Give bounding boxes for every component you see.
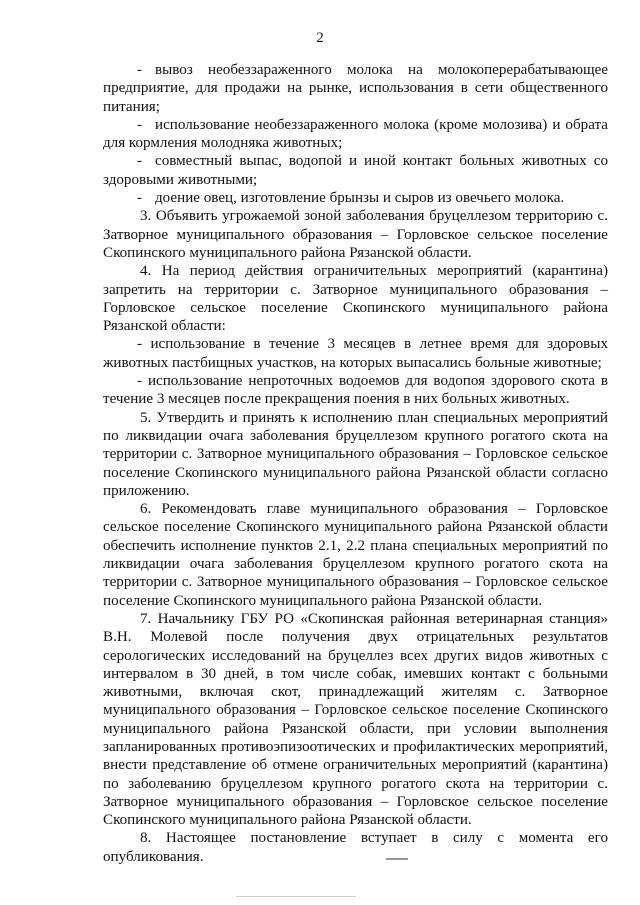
paragraph-3: 3. Объявить угрожаемой зоной заболевания бруцеллезом территорию с. Затворное муниципального образования – Горловское сельское поселение Скопинского муниципального района Рязанской области. <box>103 208 608 261</box>
list-item-text: использование необеззараженного молока (кроме молозива) и обрата для кормления молодняка животных; <box>103 116 608 152</box>
list-item-sheep-milking <box>103 189 608 207</box>
document-body <box>103 61 608 866</box>
paragraph-5: 5. Утвердить и принять к исполнению план специальных мероприятий по ликвидации очага заболевания бруцеллезом крупного рогатого скота на территории с. Затворное муниципального образования – Горловское сельское поселение Скопинского муниципального района Рязанской области согласно приложению. <box>103 409 608 499</box>
list-dash: - <box>137 62 143 78</box>
scan-artifact <box>386 858 408 860</box>
paragraph-4-item-pastures: - использование в течение 3 месяцев в летнее время для здоровых животных пастбищных участков, на которых выпасались больные животные; <box>103 336 608 371</box>
scan-artifact <box>236 896 356 897</box>
list-item-milk-removal <box>103 61 608 116</box>
list-item-text: вывоз необеззараженного молока на молокоперерабатывающее предприятие, для продажи на рынке, использования в сети общественного питания; <box>103 62 608 115</box>
paragraph-4: 4. На период действия ограничительных мероприятий (карантина) запретить на территории с. Затворное муниципального образования – Горловское сельское поселение Скопинского муниципального района Рязанской области: <box>103 263 608 335</box>
list-item-milk-use <box>103 116 608 153</box>
page-number: 2 <box>316 30 324 46</box>
paragraph-4-item-ponds: - использование непроточных водоемов для водопоя здорового скота в течение 3 месяцев после прекращения поения в них больных животных. <box>103 373 608 408</box>
list-dash: - <box>137 190 143 207</box>
list-item-joint-grazing <box>103 152 608 189</box>
list-item-text: совместный выпас, водопой и иной контакт больных животных со здоровыми животными; <box>103 153 608 188</box>
list-dash: - <box>137 153 143 170</box>
paragraph-6: 6. Рекомендовать главе муниципального образования – Горловское сельское поселение Скопинского муниципального района Рязанской области обеспечить исполнение пунктов 2.1, 2.2 плана специальных мероприятий по ликвидации очага заболевания бруцеллезом крупного рогатого скота на территории с. Затворное муниципального образования – Горловское сельское поселение Скопинского муниципального района Рязанской области. <box>103 501 608 609</box>
paragraph-8: 8. Настоящее постановление вступает в силу с момента его опубликования. <box>103 830 608 865</box>
list-dash: - <box>137 116 143 133</box>
list-item-text: доение овец, изготовление брынзы и сыров из овечьего молока. <box>155 190 565 207</box>
paragraph-7: 7. Начальнику ГБУ РО «Скопинская районная ветеринарная станция» В.Н. Молевой после получения двух отрицательных результатов серологических исследований на бруцеллез всех других видов животных с интервалом в 30 дней, в том числе собак, имевших контакт с больными животными, включая скот, принадлежащий жителям с. Затворное муниципального образования – Горловское сельское поселение Скопинского муниципального района Рязанской области, при условии выполнения запланированных противоэпизоотических и профилактических мероприятий, внести представление об отмене ограничительных мероприятий (карантина) по заболеванию бруцеллезом крупного рогатого скота на территории с. Затворное муниципального образования – Горловское сельское поселение Скопинского муниципального района Рязанской области. <box>103 610 608 829</box>
